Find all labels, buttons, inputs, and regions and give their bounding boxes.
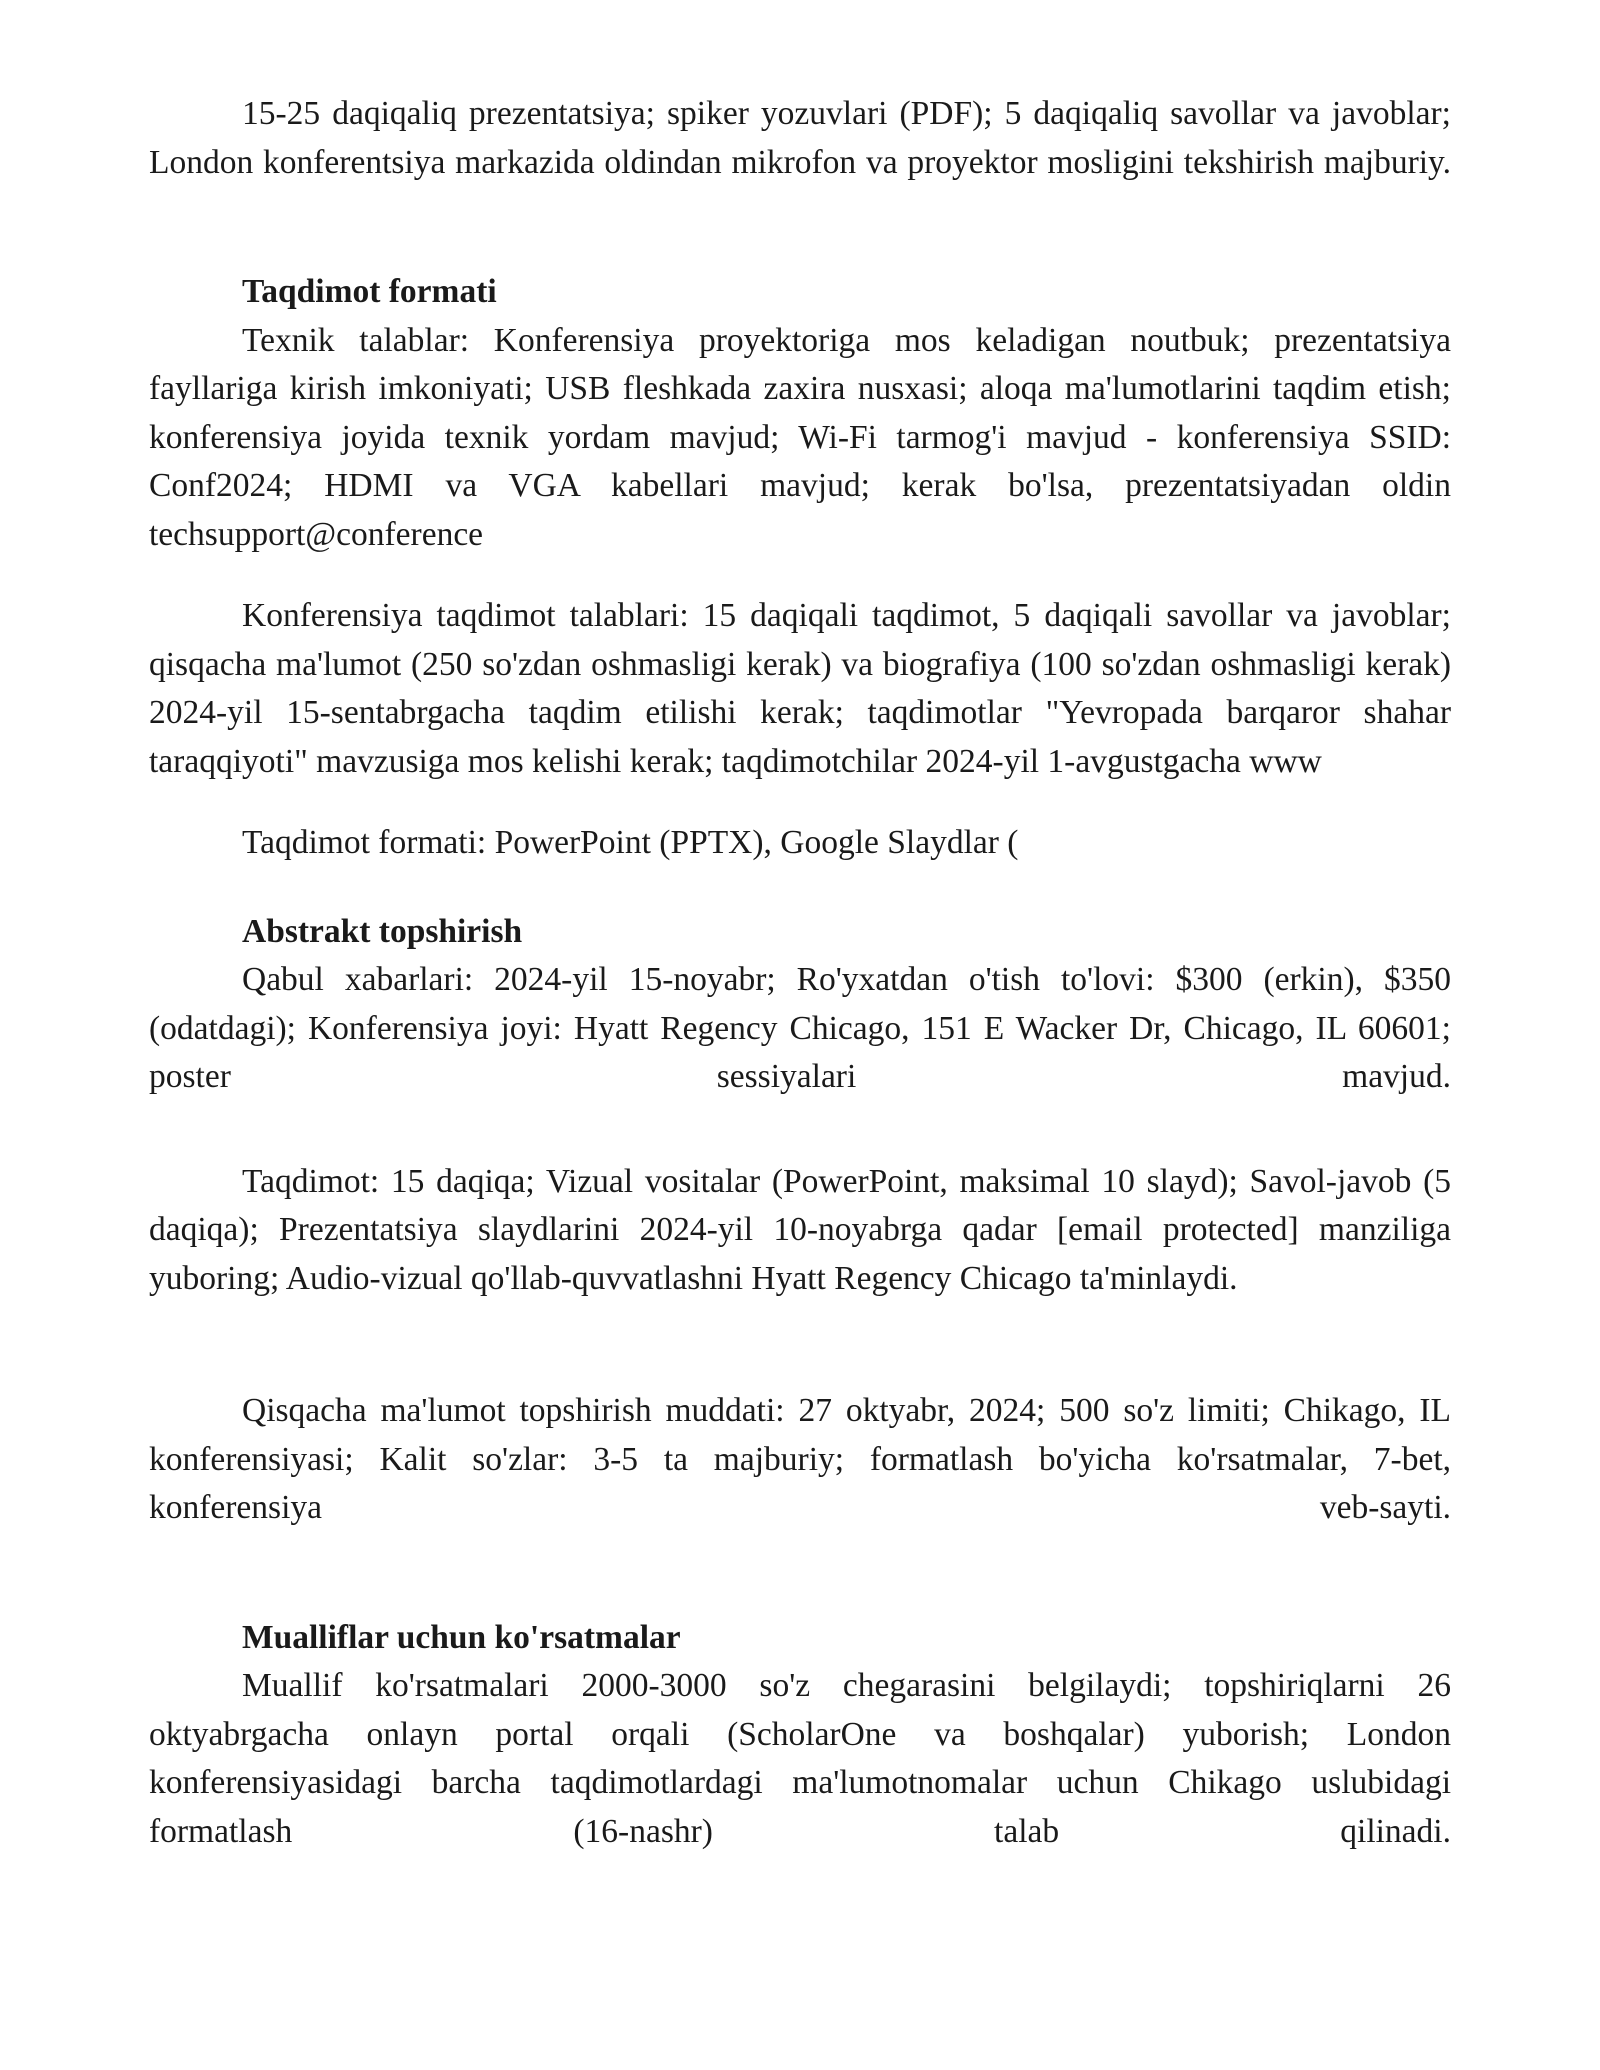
paragraph-technical-requirements: Texnik talablar: Konferensiya proyektoriga mos keladigan noutbuk; prezentatsiya fayllariga kirish imkoniyati; USB fleshkada zaxira nusxasi; aloqa ma'lumotlarini taqdim etish; konferensiya joyida texnik yordam mavjud; Wi-Fi tarmog'i mavjud - konferensiya SSID: Conf2024; HDMI va VGA kabellari mavjud; kerak bo'lsa, prezentatsiyadan oldin techsupport@conference	[149, 321, 1451, 553]
heading-author-guidelines: Mualliflar uchun ko'rsatmalar	[242, 1618, 681, 1656]
paragraph-presentation-requirements: 15-25 daqiqaliq prezentatsiya; spiker yozuvlari (PDF); 5 daqiqaliq savollar va javoblar; London konferentsiya markazida oldindan mikrofon va proyektor mosligini tekshirish majburiy.	[149, 95, 1451, 181]
paragraph-presentation-details: Taqdimot: 15 daqiqa; Vizual vositalar (PowerPoint, maksimal 10 slayd); Savol-javob (5 daqiqa); Prezentatsiya slaydlarini 2024-yil 10-noyabrga qadar [email protected] manziliga yuboring; Audio-vizual qo'llab-quvvatlashni Hyatt Regency Chicago ta'minlaydi.	[149, 1162, 1451, 1297]
heading-presentation-format: Taqdimot formati	[242, 273, 497, 310]
paragraph-author-guidelines: Muallif ko'rsatmalari 2000-3000 so'z chegarasini belgilaydi; topshiriqlarni 26 oktyabrgacha onlayn portal orqali (ScholarOne va boshqalar) yuborish; London konferensiyasidagi barcha taqdimotlardagi ma'lumotnomalar uchun Chikago uslubidagi formatlash (16-nashr) talab qilinadi.	[149, 1667, 1451, 1850]
paragraph-abstract-deadline: Qisqacha ma'lumot topshirish muddati: 27 oktyabr, 2024; 500 so'z limiti; Chikago, IL konferensiyasi; Kalit so'zlar: 3-5 ta majburiy; formatlash bo'yicha ko'rsatmalar, 7-bet, konferensiya veb-sayti.	[149, 1392, 1451, 1526]
heading-abstract-submission: Abstrakt topshirish	[242, 912, 523, 950]
paragraph-conference-requirements: Konferensiya taqdimot talablari: 15 daqiqali taqdimot, 5 daqiqali savollar va javoblar; qisqacha ma'lumot (250 so'zdan oshmasligi kerak) va biografiya (100 so'zdan oshmasligi kerak) 2024-yil 15-sentabrgacha taqdim etilishi kerak; taqdimotlar "Yevropada barqaror shahar taraqqiyoti" mavzusiga mos kelishi kerak; taqdimotchilar 2024-yil 1-avgustgacha www	[149, 597, 1451, 780]
paragraph-acceptance-notice: Qabul xabarlari: 2024-yil 15-noyabr; Ro'yxatdan o'tish to'lovi: $300 (erkin), $350 (odatdagi); Konferensiya joyi: Hyatt Regency Chicago, 151 E Wacker Dr, Chicago, IL 60601; poster sessiyalari mavjud.	[149, 961, 1451, 1095]
document-body	[149, 90, 1451, 1856]
paragraph-format-line: Taqdimot formati: PowerPoint (PPTX), Google Slaydlar (	[242, 824, 1019, 861]
